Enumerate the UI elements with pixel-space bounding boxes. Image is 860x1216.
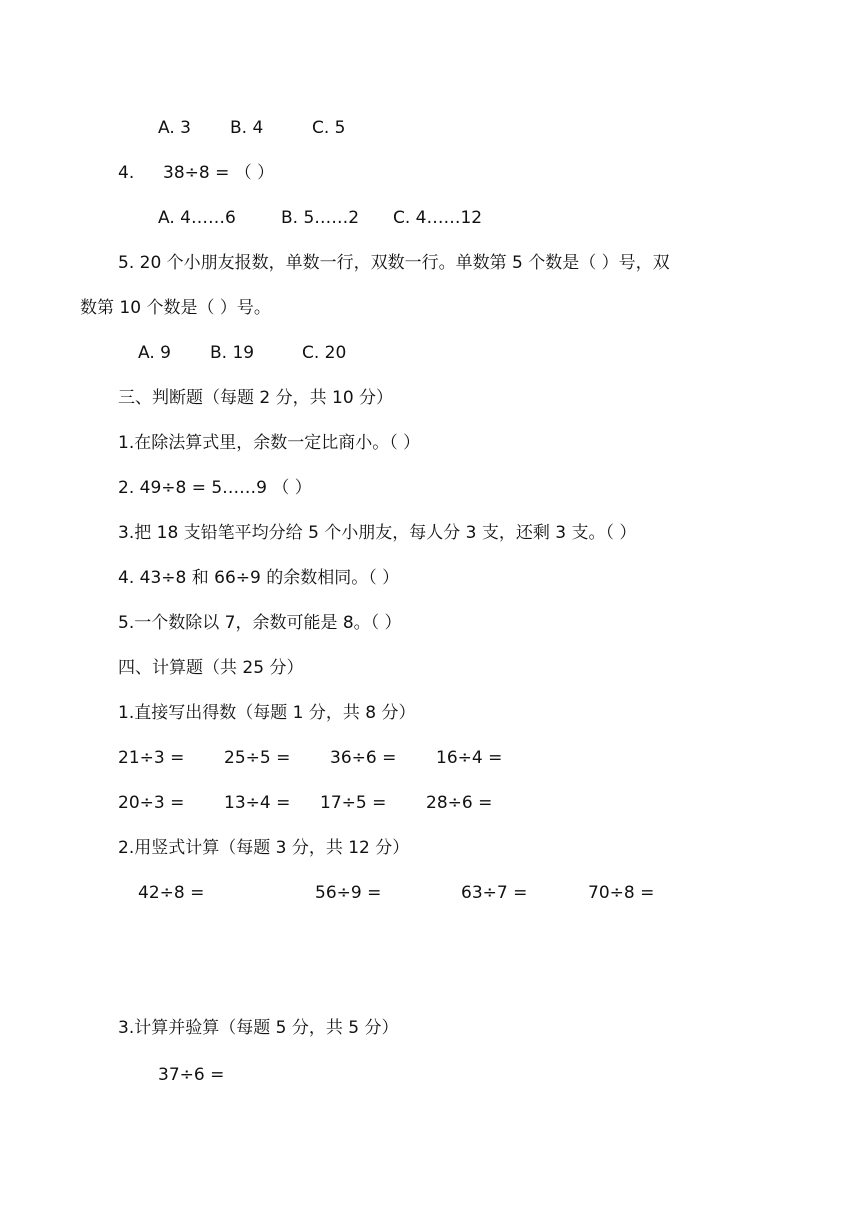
part1-row2-item-2: 13÷4 = [224, 793, 291, 813]
q4-option-c: C. 4……12 [393, 208, 483, 228]
q3-option-b: B. 4 [230, 118, 264, 138]
section3-item-4: 4. 43÷8 和 66÷9 的余数相同。（ ） [118, 568, 400, 588]
part1-row1-item-2: 25÷5 = [224, 748, 291, 768]
section4-part3-title: 3.计算并验算（每题 5 分，共 5 分） [118, 1018, 399, 1038]
section3-title: 三、判断题（每题 2 分，共 10 分） [118, 388, 394, 408]
part2-item-1: 42÷8 = [138, 883, 205, 903]
part3-item-1: 37÷6 = [158, 1065, 225, 1085]
q5-option-c: C. 20 [302, 343, 347, 363]
section3-item-5: 5.一个数除以 7，余数可能是 8。（ ） [118, 613, 402, 633]
part2-item-4: 70÷8 = [588, 883, 655, 903]
section4-part2-title: 2.用竖式计算（每题 3 分，共 12 分） [118, 838, 410, 858]
section3-item-1: 1.在除法算式里，余数一定比商小。（ ） [118, 433, 421, 453]
q5-option-a: A. 9 [138, 343, 171, 363]
q5-text-line1: 5. 20 个小朋友报数，单数一行，双数一行。单数第 5 个数是（ ）号，双 [118, 253, 670, 273]
q4-option-b: B. 5……2 [281, 208, 360, 228]
q5-option-b: B. 19 [210, 343, 255, 363]
section4-part1-title: 1.直接写出得数（每题 1 分，共 8 分） [118, 703, 416, 723]
q4-option-a: A. 4……6 [158, 208, 236, 228]
q4-number: 4. [118, 163, 135, 183]
part2-item-2: 56÷9 = [315, 883, 382, 903]
q3-option-c: C. 5 [312, 118, 346, 138]
q4-expression: 38÷8 = （ ） [163, 163, 275, 183]
part2-item-3: 63÷7 = [461, 883, 528, 903]
section4-title: 四、计算题（共 25 分） [118, 658, 304, 678]
section3-item-2: 2. 49÷8 = 5……9 （ ） [118, 478, 312, 498]
q5-text-line2: 数第 10 个数是（ ）号。 [80, 298, 271, 318]
part1-row1-item-1: 21÷3 = [118, 748, 185, 768]
part1-row1-item-3: 36÷6 = [330, 748, 397, 768]
part1-row2-item-1: 20÷3 = [118, 793, 185, 813]
part1-row2-item-3: 17÷5 = [320, 793, 387, 813]
part1-row1-item-4: 16÷4 = [436, 748, 503, 768]
section3-item-3: 3.把 18 支铅笔平均分给 5 个小朋友，每人分 3 支，还剩 3 支。（ ） [118, 523, 637, 543]
q3-option-a: A. 3 [158, 118, 191, 138]
part1-row2-item-4: 28÷6 = [426, 793, 493, 813]
